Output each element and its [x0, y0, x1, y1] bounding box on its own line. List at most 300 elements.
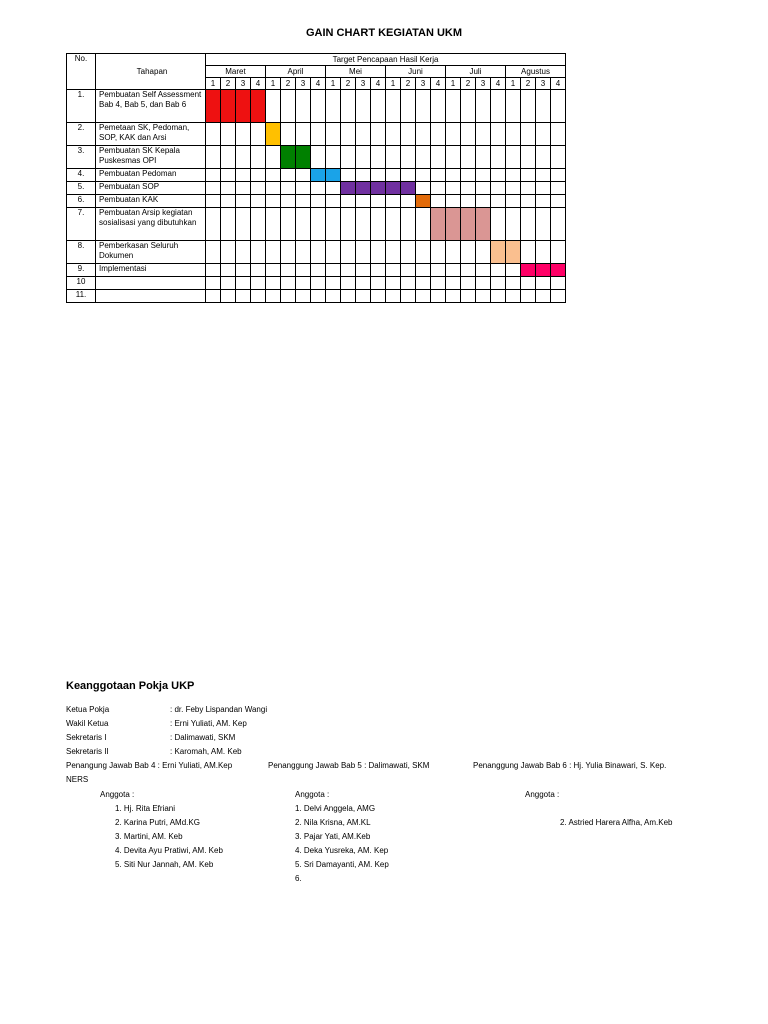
gantt-cell: [206, 146, 221, 169]
gantt-cell: [281, 123, 296, 146]
gantt-cell: [461, 169, 476, 182]
gantt-cell: [491, 264, 506, 277]
gantt-cell: [251, 146, 266, 169]
gantt-cell: [431, 264, 446, 277]
pj-bab6: Penanggung Jawab Bab 6 : Hj. Yulia Binawari, S. Kep.: [473, 761, 667, 770]
gantt-cell: [326, 277, 341, 290]
gantt-cell: [266, 241, 281, 264]
anggota-item: 4. Devita Ayu Pratiwi, AM. Keb: [115, 846, 223, 855]
gantt-cell: [386, 208, 401, 241]
gantt-cell: [491, 169, 506, 182]
gantt-cell: [296, 208, 311, 241]
gantt-cell: [386, 195, 401, 208]
gantt-bar-cell: [446, 208, 461, 241]
gantt-cell: [206, 208, 221, 241]
gantt-cell: [506, 195, 521, 208]
month-header: April: [266, 66, 326, 78]
gantt-cell: [296, 290, 311, 303]
gantt-cell: [221, 264, 236, 277]
gantt-cell: [551, 169, 566, 182]
gantt-cell: [311, 195, 326, 208]
week-header: 3: [476, 78, 491, 90]
task-row: [67, 277, 566, 290]
gantt-cell: [266, 290, 281, 303]
gantt-cell: [521, 241, 536, 264]
gantt-cell: [356, 277, 371, 290]
gantt-cell: [326, 182, 341, 195]
gantt-cell: [221, 277, 236, 290]
gantt-cell: [266, 264, 281, 277]
sekretaris1-label: Sekretaris I: [66, 733, 107, 742]
gantt-cell: [446, 182, 461, 195]
gantt-cell: [476, 195, 491, 208]
gantt-cell: [311, 146, 326, 169]
gantt-cell: [236, 146, 251, 169]
gantt-cell: [296, 241, 311, 264]
gantt-cell: [461, 290, 476, 303]
gantt-bar-cell: [551, 264, 566, 277]
gantt-cell: [341, 277, 356, 290]
gantt-cell: [476, 290, 491, 303]
page-title: GAIN CHART KEGIATAN UKM: [305, 27, 463, 39]
gantt-bar-cell: [311, 169, 326, 182]
gantt-cell: [311, 90, 326, 123]
gantt-cell: [371, 90, 386, 123]
anggota-item: 5. Siti Nur Jannah, AM. Keb: [115, 860, 214, 869]
gantt-cell: [206, 264, 221, 277]
gantt-cell: [476, 146, 491, 169]
task-number: 6.: [67, 195, 96, 208]
gantt-cell: [206, 290, 221, 303]
gantt-cell: [371, 241, 386, 264]
gantt-cell: [431, 290, 446, 303]
gantt-cell: [476, 169, 491, 182]
gantt-cell: [416, 264, 431, 277]
task-row: [67, 169, 566, 182]
gantt-bar-cell: [206, 90, 221, 123]
task-row: [67, 241, 566, 264]
gantt-cell: [371, 290, 386, 303]
task-number: 3.: [67, 146, 96, 169]
gantt-cell: [206, 241, 221, 264]
gantt-bar-cell: [296, 146, 311, 169]
gantt-cell: [221, 182, 236, 195]
gantt-cell: [491, 277, 506, 290]
week-header: 4: [551, 78, 566, 90]
wakil-value: : Erni Yuliati, AM. Kep: [170, 719, 247, 728]
week-header: 1: [326, 78, 341, 90]
gantt-cell: [221, 241, 236, 264]
gantt-cell: [236, 195, 251, 208]
gantt-cell: [251, 241, 266, 264]
gantt-cell: [416, 277, 431, 290]
gantt-cell: [341, 123, 356, 146]
sekretaris1-value: : Dalimawati, SKM: [170, 733, 236, 742]
anggota-item: 2. Nila Krisna, AM.KL: [295, 818, 371, 827]
task-number: 11.: [67, 290, 96, 303]
gantt-cell: [356, 146, 371, 169]
gantt-cell: [371, 123, 386, 146]
gantt-cell: [446, 241, 461, 264]
gantt-cell: [356, 169, 371, 182]
gantt-cell: [476, 182, 491, 195]
gantt-cell: [416, 169, 431, 182]
gantt-cell: [491, 123, 506, 146]
gantt-cell: [536, 90, 551, 123]
gantt-cell: [446, 146, 461, 169]
gantt-cell: [401, 241, 416, 264]
gantt-cell: [296, 264, 311, 277]
gantt-cell: [251, 290, 266, 303]
gantt-cell: [266, 90, 281, 123]
gantt-cell: [536, 146, 551, 169]
gantt-bar-cell: [341, 182, 356, 195]
gantt-cell: [266, 146, 281, 169]
task-name: Implementasi: [96, 264, 206, 277]
gantt-cell: [416, 290, 431, 303]
gantt-cell: [356, 123, 371, 146]
gantt-cell: [221, 169, 236, 182]
week-header: 2: [281, 78, 296, 90]
gantt-cell: [281, 182, 296, 195]
gantt-cell: [251, 123, 266, 146]
gantt-cell: [461, 123, 476, 146]
gantt-cell: [221, 123, 236, 146]
gantt-bar-cell: [476, 208, 491, 241]
col-target-header: Target Pencapaan Hasil Kerja: [206, 54, 566, 66]
gantt-cell: [461, 182, 476, 195]
task-name: Pembuatan Arsip kegiatan sosialisasi yang dibutuhkan: [96, 208, 206, 241]
gantt-cell: [356, 195, 371, 208]
gantt-cell: [401, 290, 416, 303]
gantt-cell: [206, 123, 221, 146]
sekretaris2-label: Sekretaris II: [66, 747, 109, 756]
gantt-cell: [266, 169, 281, 182]
gantt-cell: [521, 208, 536, 241]
gantt-cell: [266, 208, 281, 241]
gantt-cell: [206, 195, 221, 208]
gantt-cell: [521, 182, 536, 195]
gantt-cell: [251, 169, 266, 182]
task-number: 5.: [67, 182, 96, 195]
gantt-cell: [491, 146, 506, 169]
gantt-bar-cell: [386, 182, 401, 195]
gantt-cell: [266, 195, 281, 208]
gantt-cell: [416, 90, 431, 123]
gantt-cell: [551, 290, 566, 303]
anggota-item: 5. Sri Damayanti, AM. Kep: [295, 860, 389, 869]
gantt-cell: [401, 208, 416, 241]
gantt-cell: [236, 182, 251, 195]
week-header: 4: [371, 78, 386, 90]
gantt-cell: [341, 241, 356, 264]
gantt-cell: [236, 208, 251, 241]
gantt-cell: [341, 90, 356, 123]
month-header: Mei: [326, 66, 386, 78]
gantt-cell: [431, 123, 446, 146]
gantt-cell: [326, 90, 341, 123]
gantt-cell: [386, 241, 401, 264]
gantt-bar-cell: [521, 264, 536, 277]
gantt-cell: [416, 123, 431, 146]
gantt-cell: [461, 241, 476, 264]
task-number: 4.: [67, 169, 96, 182]
gantt-cell: [536, 195, 551, 208]
gantt-bar-cell: [506, 241, 521, 264]
task-row: [67, 195, 566, 208]
gantt-bar-cell: [401, 182, 416, 195]
gantt-cell: [431, 169, 446, 182]
task-row: [67, 264, 566, 277]
gantt-cell: [506, 208, 521, 241]
anggota-item: 1. Delvi Anggela, AMG: [295, 804, 376, 813]
pj-bab4: Penangung Jawab Bab 4 : Erni Yuliati, AM.Kep: [66, 761, 233, 770]
gantt-bar-cell: [221, 90, 236, 123]
gantt-cell: [551, 123, 566, 146]
task-number: 2.: [67, 123, 96, 146]
task-row: [67, 290, 566, 303]
gantt-cell: [281, 264, 296, 277]
gantt-cell: [461, 277, 476, 290]
gantt-cell: [311, 241, 326, 264]
gantt-cell: [506, 169, 521, 182]
week-header: 1: [386, 78, 401, 90]
gantt-cell: [446, 123, 461, 146]
gantt-cell: [386, 146, 401, 169]
week-header: 4: [311, 78, 326, 90]
task-row: [67, 182, 566, 195]
gantt-cell: [311, 208, 326, 241]
gantt-cell: [536, 123, 551, 146]
task-number: 9.: [67, 264, 96, 277]
gantt-cell: [401, 277, 416, 290]
gantt-cell: [521, 195, 536, 208]
gantt-cell: [236, 290, 251, 303]
gantt-cell: [551, 182, 566, 195]
gantt-cell: [551, 208, 566, 241]
gantt-cell: [341, 208, 356, 241]
gantt-bar-cell: [416, 195, 431, 208]
gantt-cell: [296, 90, 311, 123]
gantt-cell: [401, 264, 416, 277]
gantt-bar-cell: [536, 264, 551, 277]
week-header: 3: [536, 78, 551, 90]
week-header: 3: [296, 78, 311, 90]
gantt-cell: [506, 264, 521, 277]
gantt-cell: [356, 90, 371, 123]
gantt-cell: [491, 182, 506, 195]
gantt-cell: [251, 264, 266, 277]
task-number: 8.: [67, 241, 96, 264]
task-name: [96, 277, 206, 290]
gantt-cell: [521, 277, 536, 290]
pj-bab5: Penanggung Jawab Bab 5 : Dalimawati, SKM: [268, 761, 430, 770]
gantt-cell: [386, 277, 401, 290]
gantt-cell: [446, 169, 461, 182]
gantt-cell: [536, 290, 551, 303]
sekretaris2-value: : Karomah, AM. Keb: [170, 747, 242, 756]
gantt-cell: [236, 241, 251, 264]
task-name: Pembuatan Self Assessment Bab 4, Bab 5, dan Bab 6: [96, 90, 206, 123]
gantt-cell: [506, 290, 521, 303]
anggota-group3-item: 2. Astried Harera Alfha, Am.Keb: [560, 818, 673, 827]
task-row: [67, 208, 566, 241]
gantt-cell: [431, 241, 446, 264]
month-header: Juli: [446, 66, 506, 78]
gantt-cell: [416, 182, 431, 195]
gantt-cell: [251, 182, 266, 195]
week-header: 4: [251, 78, 266, 90]
task-row: [67, 146, 566, 169]
gantt-cell: [551, 90, 566, 123]
gantt-cell: [476, 241, 491, 264]
gantt-cell: [281, 290, 296, 303]
gantt-cell: [281, 169, 296, 182]
gantt-cell: [281, 241, 296, 264]
gantt-cell: [236, 123, 251, 146]
gantt-cell: [251, 208, 266, 241]
gantt-cell: [341, 169, 356, 182]
gantt-cell: [401, 90, 416, 123]
gantt-cell: [251, 195, 266, 208]
gantt-cell: [416, 146, 431, 169]
gantt-cell: [296, 169, 311, 182]
gantt-cell: [221, 208, 236, 241]
gantt-cell: [446, 290, 461, 303]
gantt-cell: [236, 277, 251, 290]
week-header: 1: [206, 78, 221, 90]
gantt-bar-cell: [326, 169, 341, 182]
gantt-cell: [386, 123, 401, 146]
gantt-cell: [551, 146, 566, 169]
gantt-cell: [326, 241, 341, 264]
gantt-cell: [521, 123, 536, 146]
anggota-item: 1. Hj. Rita Efriani: [115, 804, 176, 813]
gantt-cell: [491, 208, 506, 241]
gantt-cell: [326, 195, 341, 208]
anggota-label-2: Anggota :: [295, 790, 330, 799]
gantt-cell: [356, 208, 371, 241]
gantt-cell: [281, 195, 296, 208]
gantt-cell: [206, 182, 221, 195]
gantt-cell: [371, 146, 386, 169]
gantt-cell: [416, 208, 431, 241]
gantt-cell: [551, 241, 566, 264]
gantt-cell: [326, 208, 341, 241]
gantt-bar-cell: [266, 123, 281, 146]
week-header: 2: [461, 78, 476, 90]
gantt-cell: [521, 169, 536, 182]
gantt-cell: [416, 241, 431, 264]
anggota-label-1: Anggota :: [100, 790, 135, 799]
week-header: 1: [506, 78, 521, 90]
week-header: 3: [356, 78, 371, 90]
gantt-cell: [341, 264, 356, 277]
gantt-bar-cell: [431, 208, 446, 241]
gantt-cell: [311, 182, 326, 195]
gantt-bar-cell: [281, 146, 296, 169]
week-header: 2: [401, 78, 416, 90]
gantt-cell: [326, 146, 341, 169]
gantt-cell: [551, 277, 566, 290]
gantt-cell: [371, 195, 386, 208]
gantt-cell: [341, 290, 356, 303]
gantt-cell: [221, 195, 236, 208]
month-header: Juni: [386, 66, 446, 78]
gantt-cell: [401, 146, 416, 169]
gantt-bar-cell: [251, 90, 266, 123]
task-name: Pembuatan SOP: [96, 182, 206, 195]
gantt-cell: [371, 277, 386, 290]
gantt-cell: [296, 277, 311, 290]
month-header: Maret: [206, 66, 266, 78]
gantt-cell: [491, 195, 506, 208]
gantt-cell: [356, 290, 371, 303]
gantt-bar-cell: [236, 90, 251, 123]
task-name: Pemberkasan Seluruh Dokumen: [96, 241, 206, 264]
gantt-bar-cell: [371, 182, 386, 195]
anggota-label-3: Anggota :: [525, 790, 560, 799]
gantt-cell: [461, 90, 476, 123]
gantt-cell: [461, 195, 476, 208]
header-row-1: [67, 54, 566, 66]
gantt-cell: [386, 264, 401, 277]
anggota-item: 3. Martini, AM. Keb: [115, 832, 183, 841]
task-number: 7.: [67, 208, 96, 241]
gantt-cell: [386, 290, 401, 303]
gantt-cell: [536, 277, 551, 290]
gantt-cell: [296, 195, 311, 208]
gantt-cell: [401, 169, 416, 182]
gantt-cell: [461, 264, 476, 277]
gantt-cell: [521, 90, 536, 123]
gantt-cell: [356, 264, 371, 277]
week-header: 4: [431, 78, 446, 90]
gantt-table: [66, 53, 566, 303]
gantt-cell: [506, 123, 521, 146]
gantt-cell: [311, 123, 326, 146]
gantt-cell: [431, 146, 446, 169]
gantt-cell: [431, 195, 446, 208]
gantt-cell: [521, 146, 536, 169]
gantt-cell: [221, 290, 236, 303]
gantt-cell: [431, 182, 446, 195]
col-task-header: Tahapan: [96, 54, 206, 90]
gantt-cell: [326, 123, 341, 146]
gantt-cell: [356, 241, 371, 264]
ketua-value: : dr. Feby Lispandan Wangi: [170, 705, 268, 714]
gantt-cell: [266, 277, 281, 290]
gantt-cell: [401, 123, 416, 146]
gantt-cell: [236, 264, 251, 277]
gantt-cell: [506, 146, 521, 169]
gantt-cell: [431, 90, 446, 123]
gantt-bar-cell: [461, 208, 476, 241]
gantt-cell: [221, 146, 236, 169]
task-name: Pembuatan SK Kepala Puskesmas OPI: [96, 146, 206, 169]
gantt-cell: [281, 90, 296, 123]
task-name: Pemetaan SK, Pedoman, SOP, KAK dan Arsi: [96, 123, 206, 146]
gantt-cell: [371, 169, 386, 182]
gantt-cell: [491, 290, 506, 303]
gantt-cell: [506, 90, 521, 123]
gantt-cell: [386, 90, 401, 123]
task-number: 1.: [67, 90, 96, 123]
gantt-cell: [551, 195, 566, 208]
gantt-cell: [326, 290, 341, 303]
gantt-cell: [311, 277, 326, 290]
gantt-cell: [476, 90, 491, 123]
